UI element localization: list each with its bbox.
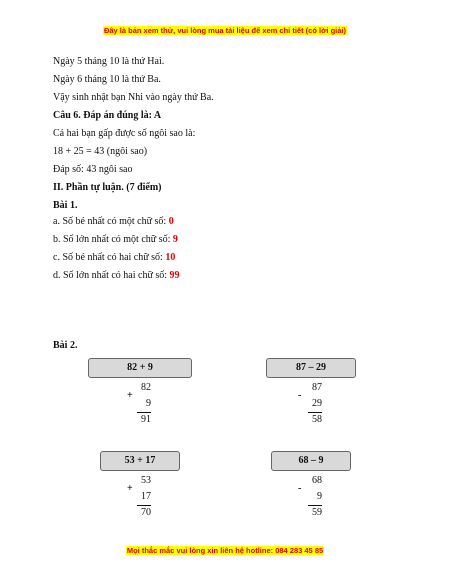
exercise-1-item-d: d. Số lớn nhất có hai chữ số: 99 <box>53 270 180 281</box>
expression-box: 87 – 29 <box>266 358 356 378</box>
operand: 53 <box>141 475 151 486</box>
sum-line <box>137 412 151 413</box>
operator: - <box>298 390 302 401</box>
answer: 10 <box>165 252 176 263</box>
operand: 17 <box>141 491 151 502</box>
text-line: Ngày 6 tháng 10 là thứ Ba. <box>53 74 161 85</box>
operand: 9 <box>146 398 151 409</box>
question-6-answer: Câu 6. Đáp án đúng là: A <box>53 110 162 121</box>
preview-notice: Đây là bản xem thử, vui lòng mua tài liệu để xem chi tiết (có lời giải) <box>103 26 347 35</box>
operand: 29 <box>312 398 322 409</box>
expression-box: 68 – 9 <box>271 451 351 471</box>
operand: 68 <box>312 475 322 486</box>
exercise-2-heading: Bài 2. <box>53 340 78 351</box>
result: 59 <box>312 507 322 518</box>
section-heading: II. Phần tự luận. (7 điểm) <box>53 182 162 193</box>
exercise-1-item-b: b. Số lớn nhất có một chữ số: 9 <box>53 234 178 245</box>
text-line: 18 + 25 = 43 (ngôi sao) <box>53 146 148 157</box>
result: 70 <box>141 507 151 518</box>
column-calculation <box>127 382 165 430</box>
exercise-1-item-a: a. Số bé nhất có một chữ số: 0 <box>53 216 174 227</box>
operand: 87 <box>312 382 322 393</box>
answer: 0 <box>168 216 174 227</box>
column-calculation <box>127 475 165 523</box>
column-calculation <box>298 475 336 523</box>
result: 58 <box>312 414 322 425</box>
operator: + <box>127 483 133 494</box>
text-line: Cả hai bạn gấp được số ngôi sao là: <box>53 128 196 139</box>
operand: 82 <box>141 382 151 393</box>
text-line: Đáp số: 43 ngôi sao <box>53 164 133 175</box>
sum-line <box>308 412 322 413</box>
result: 91 <box>141 414 151 425</box>
operator: - <box>298 483 302 494</box>
answer: 99 <box>169 270 180 281</box>
text-line: Vậy sinh nhật bạn Nhi vào ngày thứ Ba. <box>53 92 214 103</box>
answer: 9 <box>172 234 178 245</box>
column-calculation <box>298 382 336 430</box>
operand: 9 <box>317 491 322 502</box>
sum-line <box>308 505 322 506</box>
sum-line <box>137 505 151 506</box>
exercise-1-item-c: c. Số bé nhất có hai chữ số: 10 <box>53 252 176 263</box>
operator: + <box>127 390 133 401</box>
expression-box: 82 + 9 <box>88 358 192 378</box>
exercise-1-heading: Bài 1. <box>53 200 78 211</box>
hotline-notice: Mọi thắc mắc vui lòng xin liên hệ hotline: 084 283 45 85 <box>126 546 324 555</box>
expression-box: 53 + 17 <box>100 451 180 471</box>
text-line: Ngày 5 tháng 10 là thứ Hai. <box>53 56 165 67</box>
